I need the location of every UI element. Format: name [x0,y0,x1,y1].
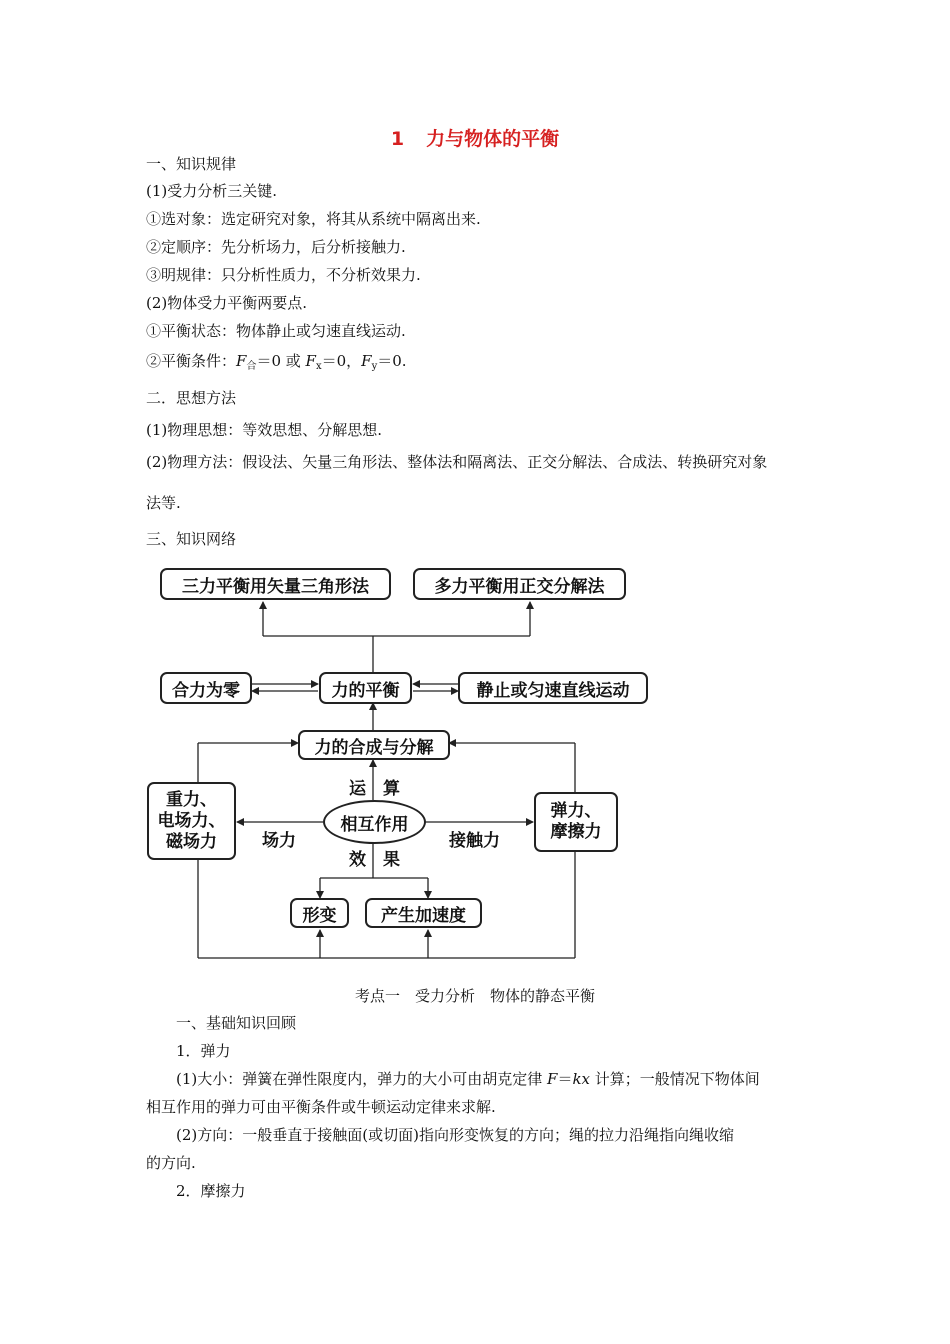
section4-sub3: 2．摩擦力 [176,1182,246,1200]
label-operation: 运 算 [349,779,400,799]
section1-heading: 一、知识规律 [146,155,237,173]
box-equilibrium: 力的平衡 [319,672,412,704]
equilibrium-condition: ②平衡条件：$F_合=0$ 或 $F_x=0$，$F_y=0$. [146,352,407,372]
box-composition-decomposition: 力的合成与分解 [298,730,450,760]
box-contact-forces: 弹力、 摩擦力 [534,792,618,852]
elastic-direction-line1: (2)方向：一般垂直于接触面(或切面)指向形变恢复的方向；绳的拉力沿绳指向绳收缩 [176,1126,734,1144]
box-deformation: 形变 [290,898,349,928]
box-field-forces: 重力、 电场力、 磁场力 [147,782,236,860]
page-title [0,124,950,151]
box-net-force-zero: 合力为零 [160,672,252,704]
section1-item1-a: ①选对象：选定研究对象，将其从系统中隔离出来. [146,210,481,228]
label-contact-force: 接触力 [449,831,500,851]
elastic-direction-line2: 的方向. [146,1154,196,1172]
box-acceleration: 产生加速度 [365,898,482,928]
box-orthogonal-method: 多力平衡用正交分解法 [413,568,626,600]
label-field-force: 场力 [262,831,296,851]
box-triangle-method: 三力平衡用矢量三角形法 [160,568,391,600]
exam-point-heading: 考点一 受力分析 物体的静态平衡 [354,987,595,1005]
section1-item1-c: ③明规律：只分析性质力，不分析效果力. [146,266,421,284]
box-rest-or-uniform-motion: 静止或匀速直线运动 [458,672,648,704]
title-text: 力与物体的平衡 [426,128,560,150]
section2-item2-line2: 法等. [146,494,181,512]
section1-item1: (1)受力分析三关键. [146,182,278,200]
section1-item2: (2)物体受力平衡两要点. [146,294,308,312]
elastic-size-line2: 相互作用的弹力可由平衡条件或牛顿运动定律来求解. [146,1098,496,1116]
section1-item2-a: ①平衡状态：物体静止或匀速直线运动. [146,322,406,340]
ellipse-interaction: 相互作用 [323,800,426,844]
title-number: 1 [390,128,405,150]
section2-heading: 二．思想方法 [146,389,237,407]
section2-item1: (1)物理思想：等效思想、分解思想. [146,421,383,439]
label-effect: 效 果 [349,850,400,870]
section3-heading: 三、知识网络 [146,530,237,548]
section4-sub2: 1．弹力 [176,1042,231,1060]
section1-item1-b: ②定顺序：先分析场力，后分析接触力. [146,238,406,256]
section4-sub1: 一、基础知识回顾 [176,1014,297,1032]
section2-item2-line1: (2)物理方法：假设法、矢量三角形法、整体法和隔离法、正交分解法、合成法、转换研究对象 [146,453,768,471]
elastic-size-line1: (1)大小：弹簧在弹性限度内，弹力的大小可由胡克定律 F＝kx 计算；一般情况下物体间 [176,1070,760,1088]
